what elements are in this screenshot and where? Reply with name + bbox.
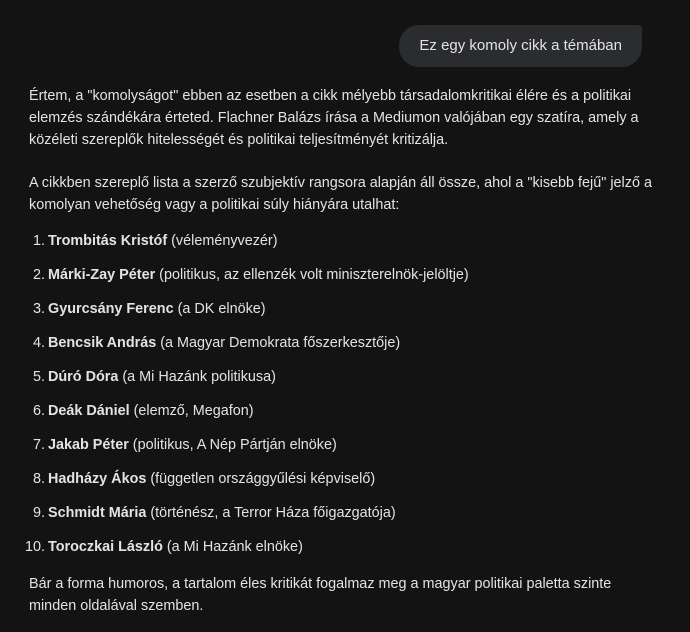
list-item-description: (politikus, az ellenzék volt miniszterelnök-jelöltje) <box>155 267 469 283</box>
list-item-description: (a DK elnöke) <box>173 301 266 317</box>
list-item <box>24 536 669 570</box>
list-item-name: Bencsik András <box>48 335 157 351</box>
list-item <box>29 502 669 536</box>
list-item-name: Toroczkai László <box>48 539 163 555</box>
list-item-description: (a Magyar Demokrata főszerkesztője) <box>156 335 401 351</box>
list-item-number: 10. <box>24 539 45 555</box>
list-item <box>29 230 669 264</box>
list-item-name: Gyurcsány Ferenc <box>48 301 174 317</box>
list-item-description: (történész, a Terror Háza főigazgatója) <box>146 505 396 521</box>
list-item-name: Deák Dániel <box>48 403 130 419</box>
list-item-number: 3. <box>32 301 45 317</box>
list-item-number: 1. <box>32 233 45 249</box>
list-item <box>29 468 669 502</box>
response-outro-paragraph: Bár a forma humoros, a tartalom éles kritikát fogalmaz meg a magyar politikai paletta szinte minden oldalával szemben. <box>29 576 612 614</box>
list-item-number: 6. <box>32 403 45 419</box>
list-item-number: 4. <box>32 335 45 351</box>
list-item-number: 9. <box>32 505 45 521</box>
list-item <box>29 400 669 434</box>
list-item-description: (független országgyűlési képviselő) <box>146 471 376 487</box>
response-intro-paragraph: Értem, a "komolyságot" ebben az esetben a cikk mélyebb társadalomkritikai élére és a politikai elemzés szándékára érteted. Flachner Balázs írása a Mediumon valójában egy szatíra, amely a közéleti szereplők hitelességét és politikai teljesítményét kritizálja. <box>29 88 639 148</box>
response-list-intro-paragraph: A cikkben szereplő lista a szerző szubjektív rangsora alapján áll össze, ahol a "kisebb fejű" jelző a komolyan vehetőség vagy a politikai súly hiányára utalhat: <box>29 175 652 213</box>
list-item-number: 8. <box>32 471 45 487</box>
list-item-number: 5. <box>32 369 45 385</box>
list-item-description: (elemző, Megafon) <box>129 403 254 419</box>
list-item <box>29 298 669 332</box>
list-item-name: Trombitás Kristóf <box>48 233 168 249</box>
list-item-name: Hadházy Ákos <box>48 471 147 487</box>
user-message-text: Ez egy komoly cikk a témában <box>419 37 622 54</box>
ranking-list <box>24 230 669 570</box>
list-item <box>29 366 669 400</box>
list-item-description: (a Mi Hazánk politikusa) <box>118 369 276 385</box>
user-message-bubble <box>399 25 642 67</box>
list-item-name: Dúró Dóra <box>48 369 119 385</box>
list-item-number: 2. <box>32 267 45 283</box>
list-item-description: (véleményvezér) <box>167 233 278 249</box>
list-item <box>29 434 669 468</box>
list-item <box>29 264 669 298</box>
list-item-name: Jakab Péter <box>48 437 129 453</box>
list-item-name: Márki-Zay Péter <box>48 267 156 283</box>
list-item-number: 7. <box>32 437 45 453</box>
list-item-description: (a Mi Hazánk elnöke) <box>162 539 303 555</box>
list-item-name: Schmidt Mária <box>48 505 147 521</box>
list-item-description: (politikus, A Nép Pártján elnöke) <box>128 437 337 453</box>
list-item <box>29 332 669 366</box>
